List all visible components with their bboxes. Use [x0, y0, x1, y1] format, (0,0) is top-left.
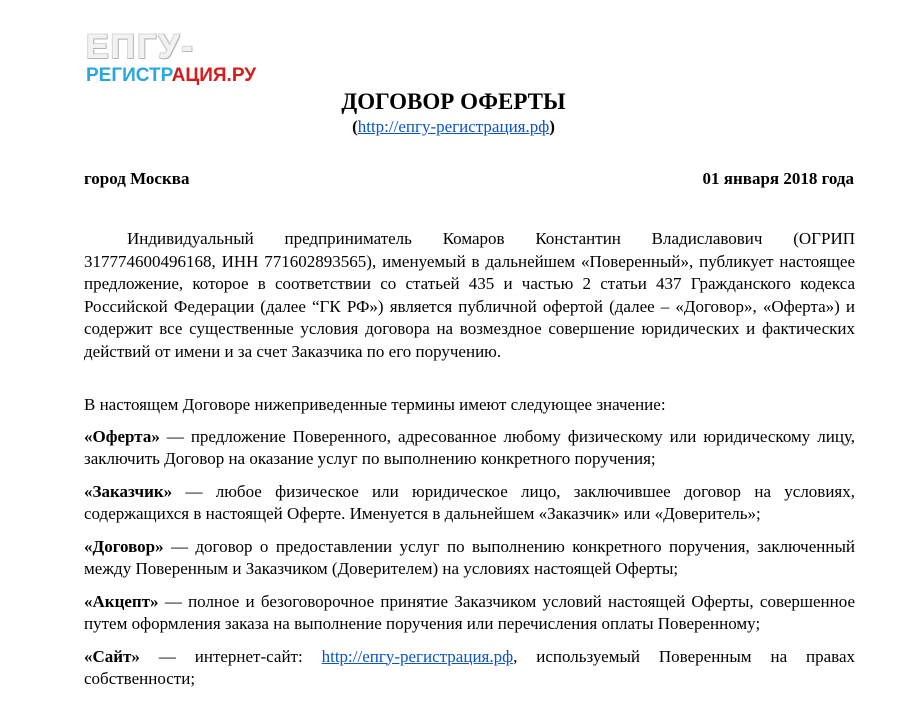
definition-term: «Оферта» [84, 426, 160, 446]
definition-term: «Заказчик» [84, 481, 173, 501]
preamble-paragraph [84, 228, 855, 363]
site-link-header[interactable]: http://епгу-регистрация.рф [357, 117, 550, 136]
definition-text: — полное и безоговорочное принятие Заказчиком условий настоящей Оферты, совершенное путем оформления заказа на выполнение поручения или перечисления оплаты Поверенному; [84, 591, 855, 633]
site-link-body[interactable]: http://епгу-регистрация.рф [321, 646, 514, 666]
logo-text-blue: РЕГИСТР [86, 65, 172, 86]
definition-contract [84, 536, 855, 581]
document-date: 01 января 2018 года [702, 169, 854, 188]
definition-text: — договор о предоставлении услуг по выполнению конкретного поручения, заключенный между Поверенным и Заказчиком (Доверителем) на условиях настоящей Оферты; [84, 536, 855, 578]
definition-term: «Сайт» [84, 646, 140, 666]
city-date-line [84, 169, 854, 189]
definition-term: «Акцепт» [84, 591, 159, 611]
definition-text-before: — интернет-сайт: [139, 646, 322, 666]
definition-site [84, 646, 855, 691]
definition-acceptance [84, 591, 855, 636]
logo-line-bottom [86, 65, 256, 87]
preamble-text: Индивидуальный предприниматель Комаров Константин Владиславович (ОГРИП 317774600496168, ИНН 771602893565), именуемый в дальнейшем «Поверенный», публикует настоящее предложение, которое в соответствии со статьей 435 и частью 2 статьи 437 Гражданского кодекса Российской Федерации (далее “ГК РФ») является публичной офертой (далее – «Договор», «Оферта») и содержит все существенные условия договора на возмездное совершение юридических и фактических действий от имени и за счет Заказчика по его поручению. [84, 229, 855, 361]
definition-text: — любое физическое или юридическое лицо, заключившее договор на условиях, содержащихся в настоящей Оферте. Именуется в дальнейшем «Заказчик» или «Доверитель»; [84, 481, 855, 523]
document-subtitle [0, 117, 907, 137]
paren-open: ( [352, 117, 358, 136]
city-label: город Москва [84, 169, 190, 188]
terms-intro: В настоящем Договоре нижеприведенные термины имеют следующее значение: [84, 395, 666, 414]
paren-close: ) [549, 117, 555, 136]
document-title: ДОГОВОР ОФЕРТЫ [341, 89, 566, 114]
definition-offer [84, 426, 855, 471]
definition-text-after: , используемый Поверенным на правах собственности; [84, 646, 856, 688]
definition-customer [84, 481, 855, 526]
definition-term: «Договор» [84, 536, 164, 556]
definitions-section [84, 394, 855, 701]
logo-line-top: ЕПГУ- [86, 28, 195, 66]
logo-text-red: АЦИЯ.РУ [171, 65, 257, 86]
definition-text: — предложение Поверенного, адресованное любому физическому или юридическому лицу, заключить Договор на оказание услуг по выполнению конкретного поручения; [84, 426, 855, 468]
site-logo[interactable] [86, 30, 256, 87]
